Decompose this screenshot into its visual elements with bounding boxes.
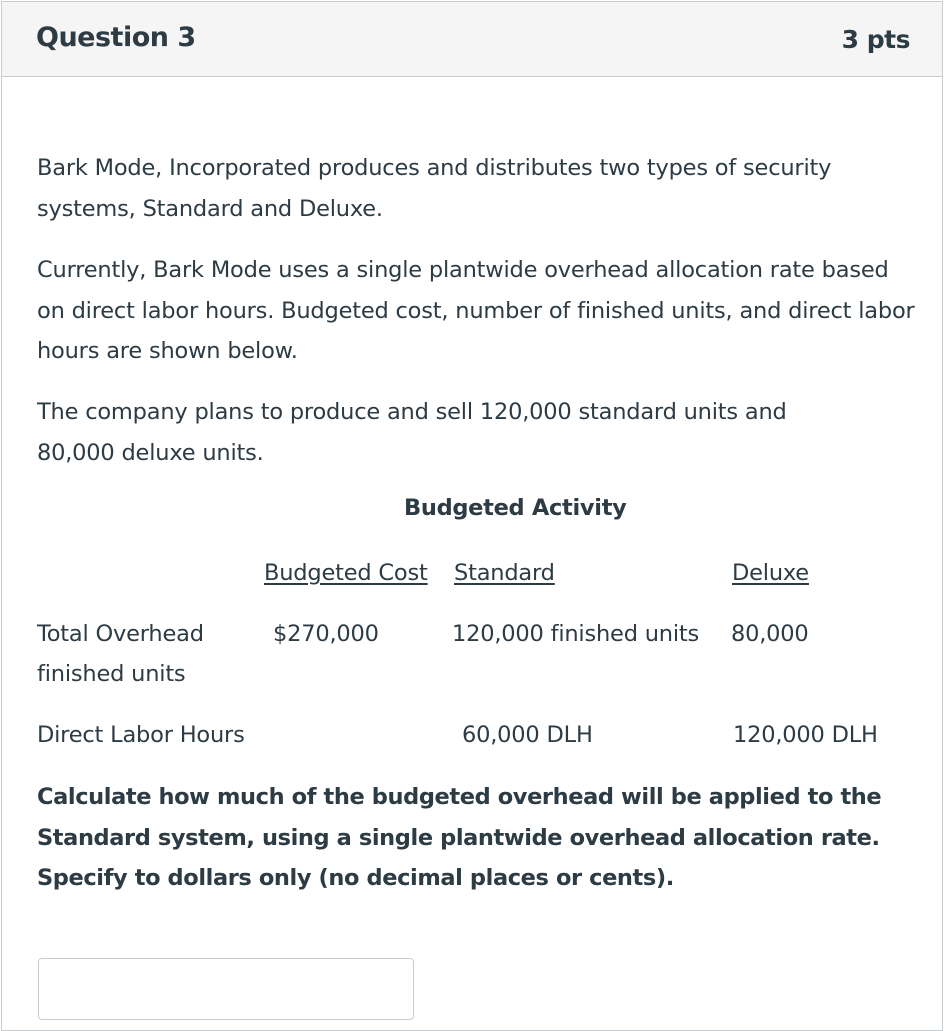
row-label-finished-units: finished units (37, 661, 186, 687)
cell-total-overhead-cost: $270,000 (273, 621, 379, 647)
column-header-deluxe: Deluxe (732, 560, 809, 586)
question-header (2, 2, 942, 77)
answer-input[interactable] (38, 958, 414, 1020)
cell-deluxe-finished-units: 80,000 (731, 621, 809, 647)
cell-standard-finished-units: 120,000 finished units (452, 621, 700, 647)
table-heading: Budgeted Activity (404, 495, 627, 521)
row-label-total-overhead: Total Overhead (37, 621, 204, 647)
cell-deluxe-dlh: 120,000 DLH (733, 722, 878, 748)
question-paragraph-1: Bark Mode, Incorporated produces and distributes two types of security systems, Standard and Deluxe. (37, 155, 832, 222)
question-card (1, 1, 943, 1031)
column-header-budgeted-cost: Budgeted Cost (264, 560, 428, 586)
question-paragraph-3: The company plans to produce and sell 120,000 standard units and 80,000 deluxe units. (37, 399, 787, 466)
question-title: Question 3 (36, 22, 196, 53)
question-points: 3 pts (841, 25, 910, 54)
cell-standard-dlh: 60,000 DLH (462, 722, 593, 748)
question-instruction: Calculate how much of the budgeted overhead will be applied to the Standard system, using a single plantwide overhead allocation rate. Specify to dollars only (no decimal places or cents). (37, 784, 882, 891)
question-paragraph-2: Currently, Bark Mode uses a single plantwide overhead allocation rate based on direct labor hours. Budgeted cost, number of finished units, and direct labor hours are shown below. (37, 257, 915, 364)
row-label-direct-labor-hours: Direct Labor Hours (37, 722, 245, 748)
column-header-standard: Standard (454, 560, 555, 586)
